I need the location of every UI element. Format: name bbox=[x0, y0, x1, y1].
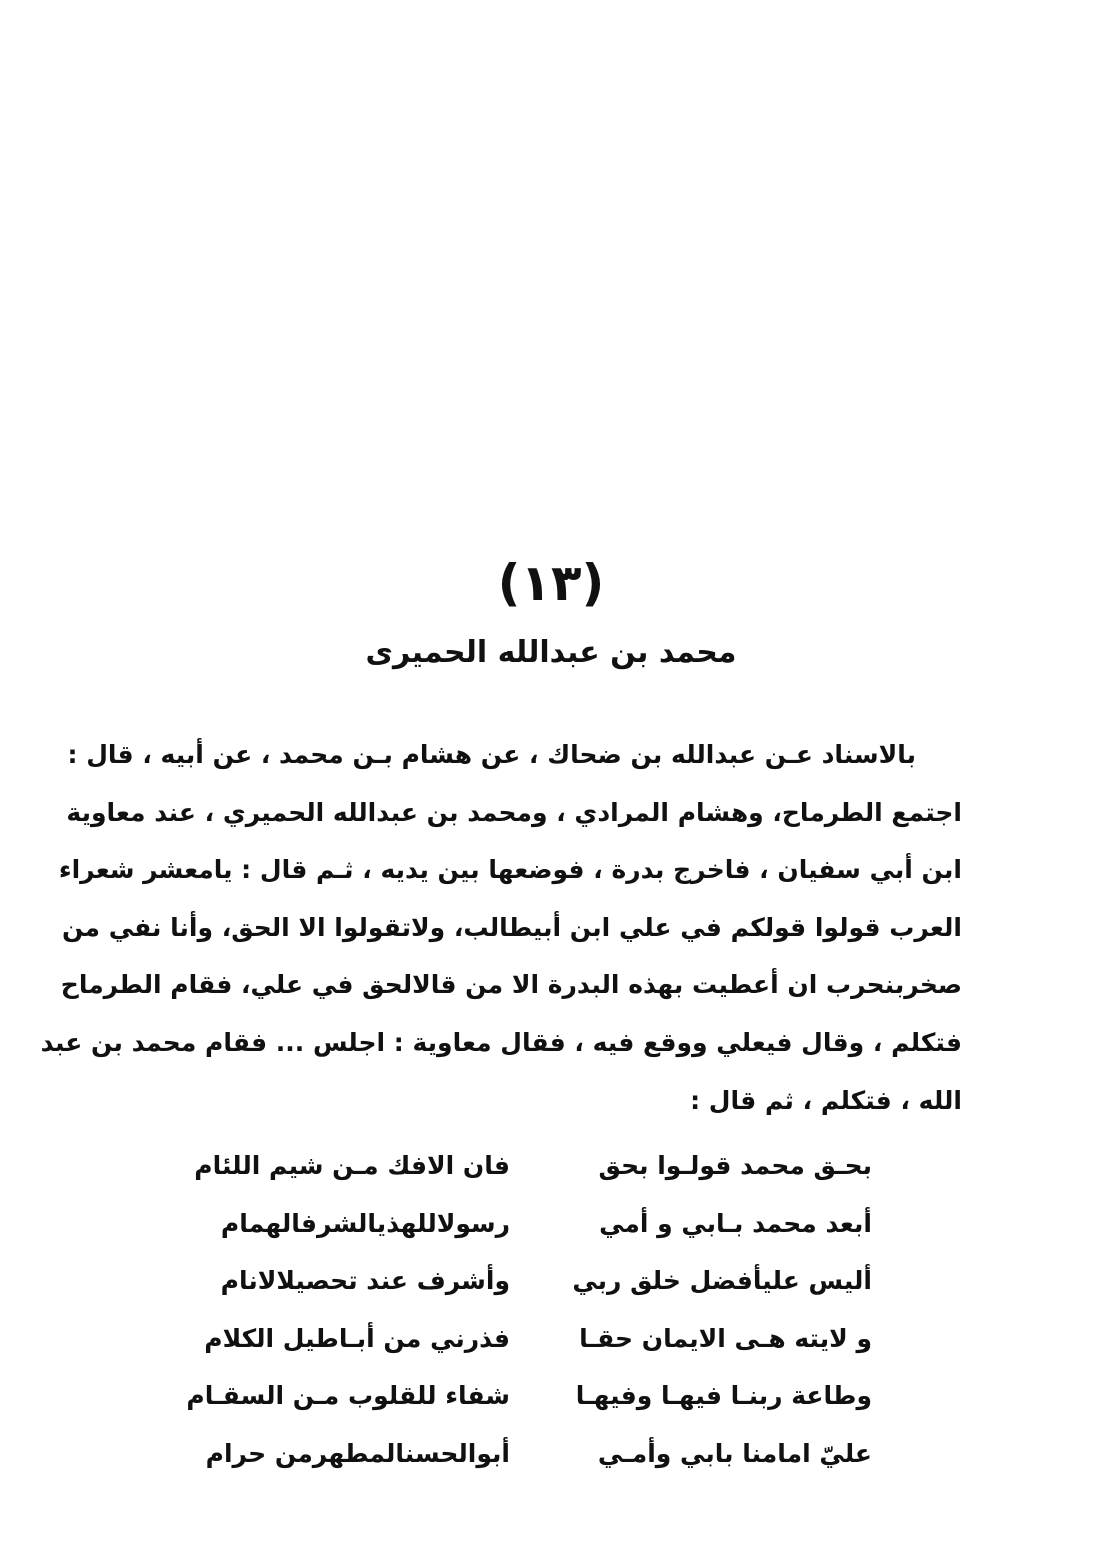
poem-second-hemistich: رسولاللهذيالشرفالهمام bbox=[220, 1208, 510, 1238]
poem-first-hemistich: أبعد محمد بـابي و أمي bbox=[599, 1208, 872, 1238]
poem-couplet bbox=[200, 1425, 900, 1483]
prose-line: الله ، فتكلم ، ثم قال : bbox=[690, 1085, 962, 1115]
poem-first-hemistich: عليّ امامنا بابي وأمـي bbox=[597, 1438, 872, 1468]
chapter-number: (١٣) bbox=[497, 554, 605, 612]
poem-second-hemistich: فان الافك مـن شيم اللئام bbox=[194, 1151, 510, 1180]
poem-couplet bbox=[200, 1252, 900, 1310]
poem-second-hemistich: فذرني من أبـاطيل الكلام bbox=[204, 1323, 510, 1353]
poem-second-hemistich: وأشرف عند تحصيلالانام bbox=[220, 1266, 510, 1296]
poem-couplet bbox=[200, 1195, 900, 1253]
poem-couplet bbox=[194, 1137, 900, 1195]
poem-second-hemistich: أبوالحسنالمطهرمن حرام bbox=[205, 1438, 510, 1468]
poem-second-hemistich: شفاء للقلوب مـن السقـام bbox=[186, 1381, 510, 1411]
prose-line: العرب قولوا قولكم في علي ابن أبيطالب، ولاتقولوا الا الحق، وأنا نفي من bbox=[62, 912, 962, 942]
prose-line: اجتمع الطرماح، وهشام المرادي ، ومحمد بن عبدالله الحميري ، عند معاوية bbox=[66, 797, 962, 827]
poem-first-hemistich: وطاعة ربنـا فيهـا وفيهـا bbox=[575, 1381, 872, 1411]
prose-line: صخربنحرب ان أعطيت بهذه البدرة الا من قالالحق في علي، فقام الطرماح bbox=[60, 970, 962, 1000]
poem-first-hemistich: أليس عليأفضل خلق ربي bbox=[572, 1266, 872, 1296]
poem-couplet bbox=[200, 1310, 900, 1368]
prose-line: بالاسناد عـن عبدالله بن ضحاك ، عن هشام بـن محمد ، عن أبيه ، قال : bbox=[67, 740, 916, 769]
poem-couplet bbox=[186, 1367, 900, 1425]
chapter-title: محمد بن عبدالله الحميرى bbox=[365, 635, 737, 670]
poem-first-hemistich: و لايته هـى الايمان حقـا bbox=[579, 1323, 872, 1353]
poem bbox=[186, 1137, 900, 1483]
prose-line: ابن أبي سفيان ، فاخرج بدرة ، فوضعها بين يديه ، ثـم قال : يامعشر شعراء bbox=[58, 855, 962, 885]
prose-paragraph bbox=[40, 726, 962, 1129]
poem-first-hemistich: بحـق محمد قولـوا بحق bbox=[598, 1151, 872, 1180]
prose-line: فتكلم ، وقال فيعلي ووقع فيه ، فقال معاوية : اجلس ... فقام محمد بن عبد bbox=[40, 1027, 962, 1057]
